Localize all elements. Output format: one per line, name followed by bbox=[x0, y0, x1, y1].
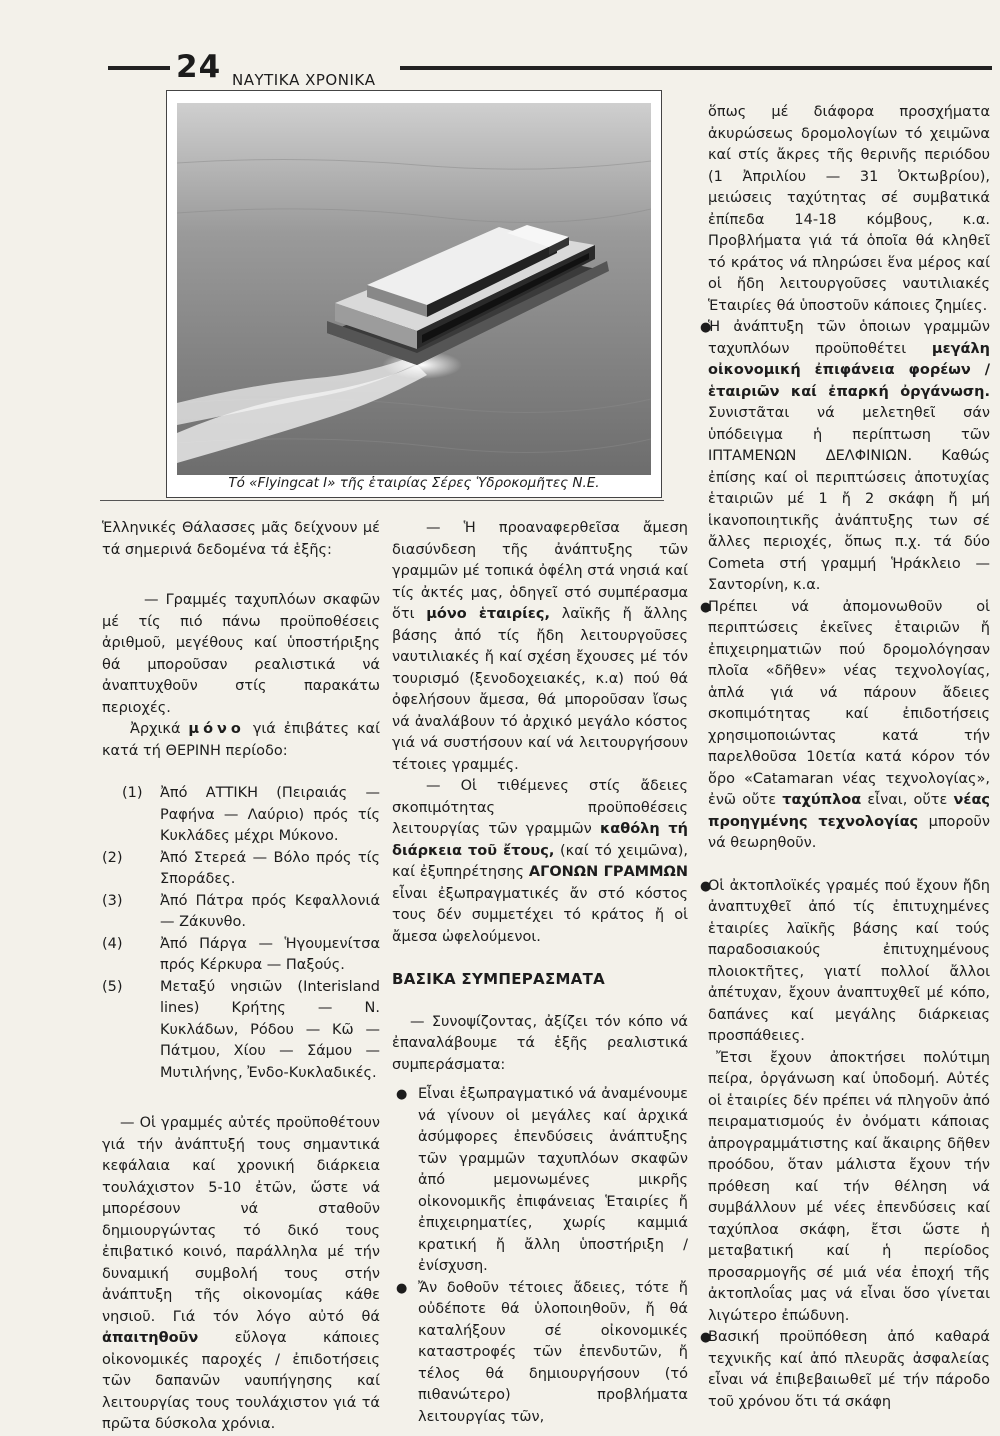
column-3 bbox=[700, 102, 991, 1413]
conclusion-bullet-1: ● Εἶναι ἐξωπραγματικό νά ἀναμένουμε νά γίνουν οἱ μεγάλες καί ἀρχικά ἀσύμφορες ἐπενδύσεις ἀνάπτυξης τῶν γραμμῶν ταχυπλόων σκαφῶν ἀπό μεμονωμένες μικρῆς οἰκονομικῆς ἐπιφάνειας Ἑταιρίες ἤ ἐπιχειρηματίες, χωρίς καμμιά κρατική ἤ ἄλλη ὑποστήριξη / ἐνίσχυση. bbox=[396, 1086, 688, 1274]
col3-bullet-3: ● Οἱ ἀκτοπλοϊκές γραμές πού ἔχουν ἤδη ἀναπτυχθεῖ ἀπό τίς ἐπιτυχημένες ἑταιρίες λαϊκῆς βάσης καί τούς παραδοσιακούς ἐπιτυχημένους πλοιοκτῆτες, γιατί πολλοί ἄλλοι ἀπέτυχαν, ἔχουν ἀναπτυχθεῖ μέ κόπο, δαπάνες καί μεγάλης διάρκειας προσπάθειες. bbox=[700, 877, 990, 1044]
col3-bullet-4: ● Βασική προϋπόθεση ἀπό καθαρά τεχνικῆς καί ἀπό πλευρᾶς ἀσφαλείας εἶναι νά ἐπιβεβαιωθεῖ μέ τήν πάροδο τοῦ χρόνου ὅτι τά σκάφη bbox=[700, 1329, 990, 1410]
ship-photo bbox=[177, 103, 651, 475]
route-item-3: (3) Ἀπό Πάτρα πρός Κεφαλλονιά — Ζάκυνθο. bbox=[102, 892, 380, 930]
emphasis-economic-capacity: μεγάλη οἰκονομική ἐπιφάνεια φορέων /ἑταιριῶν καί ἐπαρκή ὀργάνωση. bbox=[708, 340, 990, 400]
col1-paragraph-2: — Γραμμές ταχυπλόων σκαφῶν μέ τίς πιό πάνω προϋποθέσεις ἀριθμοῦ, μεγέθους καί ὑποστήριξης θά μποροῦσαν ρεαλιστικά νά ἀναπτυχθοῦν στίς παρακάτω περιοχές. bbox=[102, 592, 380, 716]
col3-bullet-2: ● Πρέπει νά ἀπομονωθοῦν οἱ περιπτώσεις ἐκεῖνες ἑταιριῶν ἤ ἐπιχειρηματιῶν πού δρομολόγησαν πλοῖα «δῆθεν» νέας τεχνολογίας, ἁπλά γιά νά πάρουν ἄδειες σκοπιμότητας καί ἐπιδοτήσεις χρησιμοποιώντας κατά τήν παρελθοῦσα 10ετία κατά κόρον τόν ὅρο «Catamaran νέας τεχνολογίας», ἐνῶ οὔτε ταχύπλοα εἶναι, οὔτε νέας προηγμένης τεχνολογίας μποροῦν νά θεωρηθοῦν. bbox=[700, 598, 991, 851]
col3-bullet-1: ● Ἡ ἀνάπτυξη τῶν ὁποιων γραμμῶν ταχυπλόων προϋποθέτει μεγάλη οἰκονομική ἐπιφάνεια φορέων /ἑταιριῶν καί ἐπαρκή ὀργάνωση. Συνιστᾶται νά μελετηθεῖ σάν ὑπόδειγμα ἡ περίπτωση τῶν ΙΠΤΑΜΕΝΩΝ ΔΕΛΦΙΝΙΩΝ. Καθώς ἐπίσης καί οἱ περιπτώσεις ἀποτυχίας ἑταιριῶν μέ 1 ἤ 2 σκάφη ἤ μή ἱκανοποιητικῆς ἀνάπτυξης των σέ ἄλλες περιοχές, ὅπως π.χ. τά δύο Cometa στή γραμμή Ἡράκλειο — Σαντορίνη, κ.α. bbox=[700, 319, 990, 593]
col1-paragraph-1: Ἑλληνικές Θάλασσες μᾶς δείχνουν μέ τά σημερινά δεδομένα τά ἑξῆς: bbox=[102, 520, 380, 558]
caption-rule bbox=[100, 500, 664, 501]
bullet-dot-icon: ● bbox=[700, 878, 712, 894]
emphasis-new-technology: νέας προηγμένης τεχνολογίας bbox=[708, 792, 991, 830]
route-item-2: (2) Ἀπό Στερεά — Βόλο πρός τίς Σποράδες. bbox=[102, 849, 380, 887]
bullet-dot-icon: ● bbox=[396, 1280, 408, 1296]
emphasis-barren-lines: ΑΓΟΝΩΝ ΓΡΑΜΜΩΝ bbox=[528, 864, 688, 880]
header-rule-left bbox=[108, 66, 170, 70]
column-1 bbox=[102, 518, 380, 1436]
column-2 bbox=[392, 518, 688, 1428]
route-item-4: (4) Ἀπό Πάργα — Ἡγουμενίτσα πρός Κέρκυρα — Παξούς. bbox=[102, 935, 380, 973]
bullet-dot-icon: ● bbox=[396, 1087, 408, 1102]
emphasis-only: μόνο bbox=[188, 721, 245, 737]
bullet-dot-icon: ● bbox=[700, 320, 712, 335]
col2-paragraph-2: — Οἱ τιθέμενες στίς ἄδειες σκοπιμότητας προϋποθέσεις λειτουργίας τῶν γραμμῶν καθόλη τή διάρκεια τοῦ ἔτους, (καί τό χειμῶνα), καί ἐξυπηρέτησης ΑΓΟΝΩΝ ΓΡΑΜΜΩΝ εἶναι ἐξωπραγματικές ἄν στό κόστος τους δέν συμμετέχει τό κράτος ἤ οἱ ἄμεσα ὠφελούμενοι. bbox=[392, 778, 689, 945]
emphasis-required: ἀπαιτηθοῦν bbox=[102, 1330, 199, 1346]
photo-caption: Τό «Flyingcat I» τῆς ἑταιρίας Σέρες Ὑδροκομῆτες Ν.Ε. bbox=[228, 475, 600, 491]
route-item-5: (5) Μεταξύ νησιῶν (Interisland lines) Κρήτης — Ν. Κυκλάδων, Ρόδου — Κῶ — Πάτμου, Χίου — Σάμου — Μυτιλήνης, Ἐνδο-Κυκλαδικές. bbox=[102, 978, 380, 1081]
bullet-dot-icon: ● bbox=[700, 599, 712, 615]
route-item-1: (1) Ἀπό ΑΤΤΙΚΗ (Πειραιάς — Ραφήνα — Λαύριο) πρός τίς Κυκλάδες μέχρι Μύκονο. bbox=[122, 785, 380, 844]
page-number: 24 bbox=[176, 49, 222, 85]
col1-paragraph-3: Ἀρχικά μόνο γιά ἐπιβάτες καί κατά τή ΘΕΡΙΝΗ περίοδο: bbox=[102, 721, 381, 759]
col3-paragraph-1: ὅπως μέ διάφορα προσχήματα ἀκυρώσεως δρομολογίων τό χειμῶνα καί στίς ἄκρες τῆς θερινῆς περιόδου (1 Ἀπριλίου — 31 Ὀκτωβρίου), μειώσεις ταχύτητας σέ συμβατικά ἐπίπεδα 14-18 κόμβους, κ.α. Προβλήματα γιά τά ὁποῖα θά κληθεῖ τό κράτος νά πληρώσει ἕνα μέρος καί οἱ ἤδη λειτουργοῦσες ναυτιλιακές Ἑταιρίες θά ὑποστοῦν κάποιες ζημίες. bbox=[708, 104, 990, 314]
section-heading: ΒΑΣΙΚΑ ΣΥΜΠΕΡΑΣΜΑΤΑ bbox=[392, 970, 606, 988]
col2-paragraph-1: — Ἡ προαναφερθεῖσα ἄμεση διασύνδεση τῆς ἀνάπτυξης τῶν γραμμῶν μέ τοπικά ὀφέλη στά νησιά καί τίς ἀκτές μας, ὁδηγεῖ στό συμπέρασμα ὅτι μόνο ἑταιρίες, λαϊκῆς ἤ ἄλλης βάσης ἀπό τίς ἤδη λειτουργοῦσες ναυτιλιακές ἤ καί σχέση ἔχουσες μέ τόν τουρισμό (ξενοδοχειακές, κ.α) πού θά ὀφελήσουν ἄμεσα, θά μποροῦσαν ἴσως νά ἀναλάβουν τό ἀρχικό μεγάλο κόστος γιά νά συστήσουν καί νά λειτουργήσουν τέτοιες γραμμές. bbox=[392, 520, 688, 773]
emphasis-only-companies: μόνο ἑταιρίες, bbox=[426, 606, 550, 622]
conclusion-bullet-2: ● Ἄν δοθοῦν τέτοιες ἄδειες, τότε ἤ οὐδέποτε θά ὑλοποιηθοῦν, ἤ θά καταλήξουν σέ οἰκονομικές καταστροφές τῶν ἐπενδυτῶν, ἤ τέλος θά δημιουργήσουν (τό πιθανώτερο) προβλήματα λειτουργίας τῶν, bbox=[396, 1279, 688, 1425]
col1-paragraph-4: — Οἱ γραμμές αὐτές προϋποθέτουν γιά τήν ἀνάπτυξή τους σημαντικά κεφάλαια καί χρονική διάρκεια τουλάχιστον 5-10 ἐτῶν, ὥστε νά μπορέσουν νά σταθοῦν δημιουργώντας τό δικό τους ἐπιβατικό κοινό, παράλληλα μέ τήν δυναμική συμβολή τους στήν ἀνάπτυξη τῆς οἰκονομίας κάθε νησιοῦ. Γιά τόν λόγο αὐτό θά ἀπαιτηθοῦν εὔλογα κάποιες οἰκονομικές παροχές / ἐπιδοτήσεις τῶν δαπανῶν ναυπήγησης καί λειτουργίας τους τουλάχιστον γιά τά πρῶτα δύσκολα χρόνια. bbox=[102, 1115, 380, 1432]
col2-paragraph-3: — Συνοψίζοντας, ἀξίζει τόν κόπο νά ἐπαναλάβουμε τά ἑξῆς ρεαλιστικά συμπεράσματα: bbox=[392, 1013, 688, 1073]
col3-paragraph-2: Ἔτσι ἔχουν ἀποκτήσει πολύτιμη πείρα, ὀργάνωση καί ὑποδομή. Αὐτές οἱ ἑταιρίες δέν πρέπει νά πληγοῦν ἀπό πειραματισμούς ἐν ὀνόματι κάποιας ἀπρογραμμάτιστης καί ἄκαιρης δῆθεν προόδου, ὅταν μάλιστα ἔχουν τήν πρόθεση καί τήν θέληση νά συμβάλλουν μέ νέες ἐπενδύσεις καί ταχύπλοα σκάφη, ἔτσι ὥστε ἡ μεταβατική καί ἡ περίοδος προσαρμογῆς σέ μιά νέα ἐποχή τῆς ἀκτοπλοΐας μας νά εἶναι ὅσο γίνεται λιγώτερο ἐπώδυνη. bbox=[708, 1049, 990, 1324]
bullet-dot-icon: ● bbox=[700, 1330, 712, 1345]
emphasis-fast: ταχύπλοα bbox=[782, 792, 862, 808]
magazine-title: ΝΑΥΤΙΚΑ ΧΡΟΝΙΚΑ bbox=[232, 71, 376, 89]
header-rule-right bbox=[400, 66, 992, 70]
photo-frame bbox=[166, 90, 662, 498]
emphasis-all-year: καθόλη τή διάρκεια τοῦ ἔτους, bbox=[392, 821, 689, 859]
